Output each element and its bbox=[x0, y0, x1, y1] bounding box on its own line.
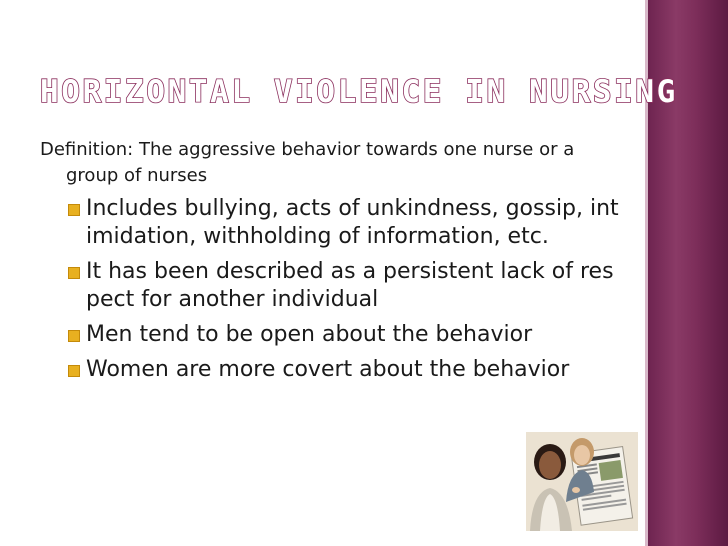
bullet-list bbox=[40, 195, 620, 384]
slide-title: HORIZONTAL VIOLENCE IN NURSING bbox=[40, 74, 678, 110]
bullet-square-icon bbox=[68, 204, 80, 216]
bullet-item bbox=[40, 356, 620, 384]
bullet-square-icon bbox=[68, 267, 80, 279]
bullet-item bbox=[40, 195, 620, 251]
photo-illustration bbox=[526, 432, 638, 531]
definition-text: Definition: The aggressive behavior towards one nurse or a group of nurses bbox=[40, 139, 575, 186]
bullet-text: Women are more covert about the behavior bbox=[86, 357, 570, 382]
bullet-text: It has been described as a persistent lack of respect for another individual bbox=[86, 259, 614, 312]
bullet-item bbox=[40, 321, 620, 349]
bullet-square-icon bbox=[68, 330, 80, 342]
women-gossiping-photo bbox=[526, 432, 638, 531]
bullet-text: Includes bullying, acts of unkindness, gossip, intimidation, withholding of information, etc. bbox=[86, 196, 619, 249]
bullet-text: Men tend to be open about the behavior bbox=[86, 322, 533, 347]
bullet-square-icon bbox=[68, 365, 80, 377]
slide-content bbox=[40, 137, 620, 391]
bullet-item bbox=[40, 258, 620, 314]
